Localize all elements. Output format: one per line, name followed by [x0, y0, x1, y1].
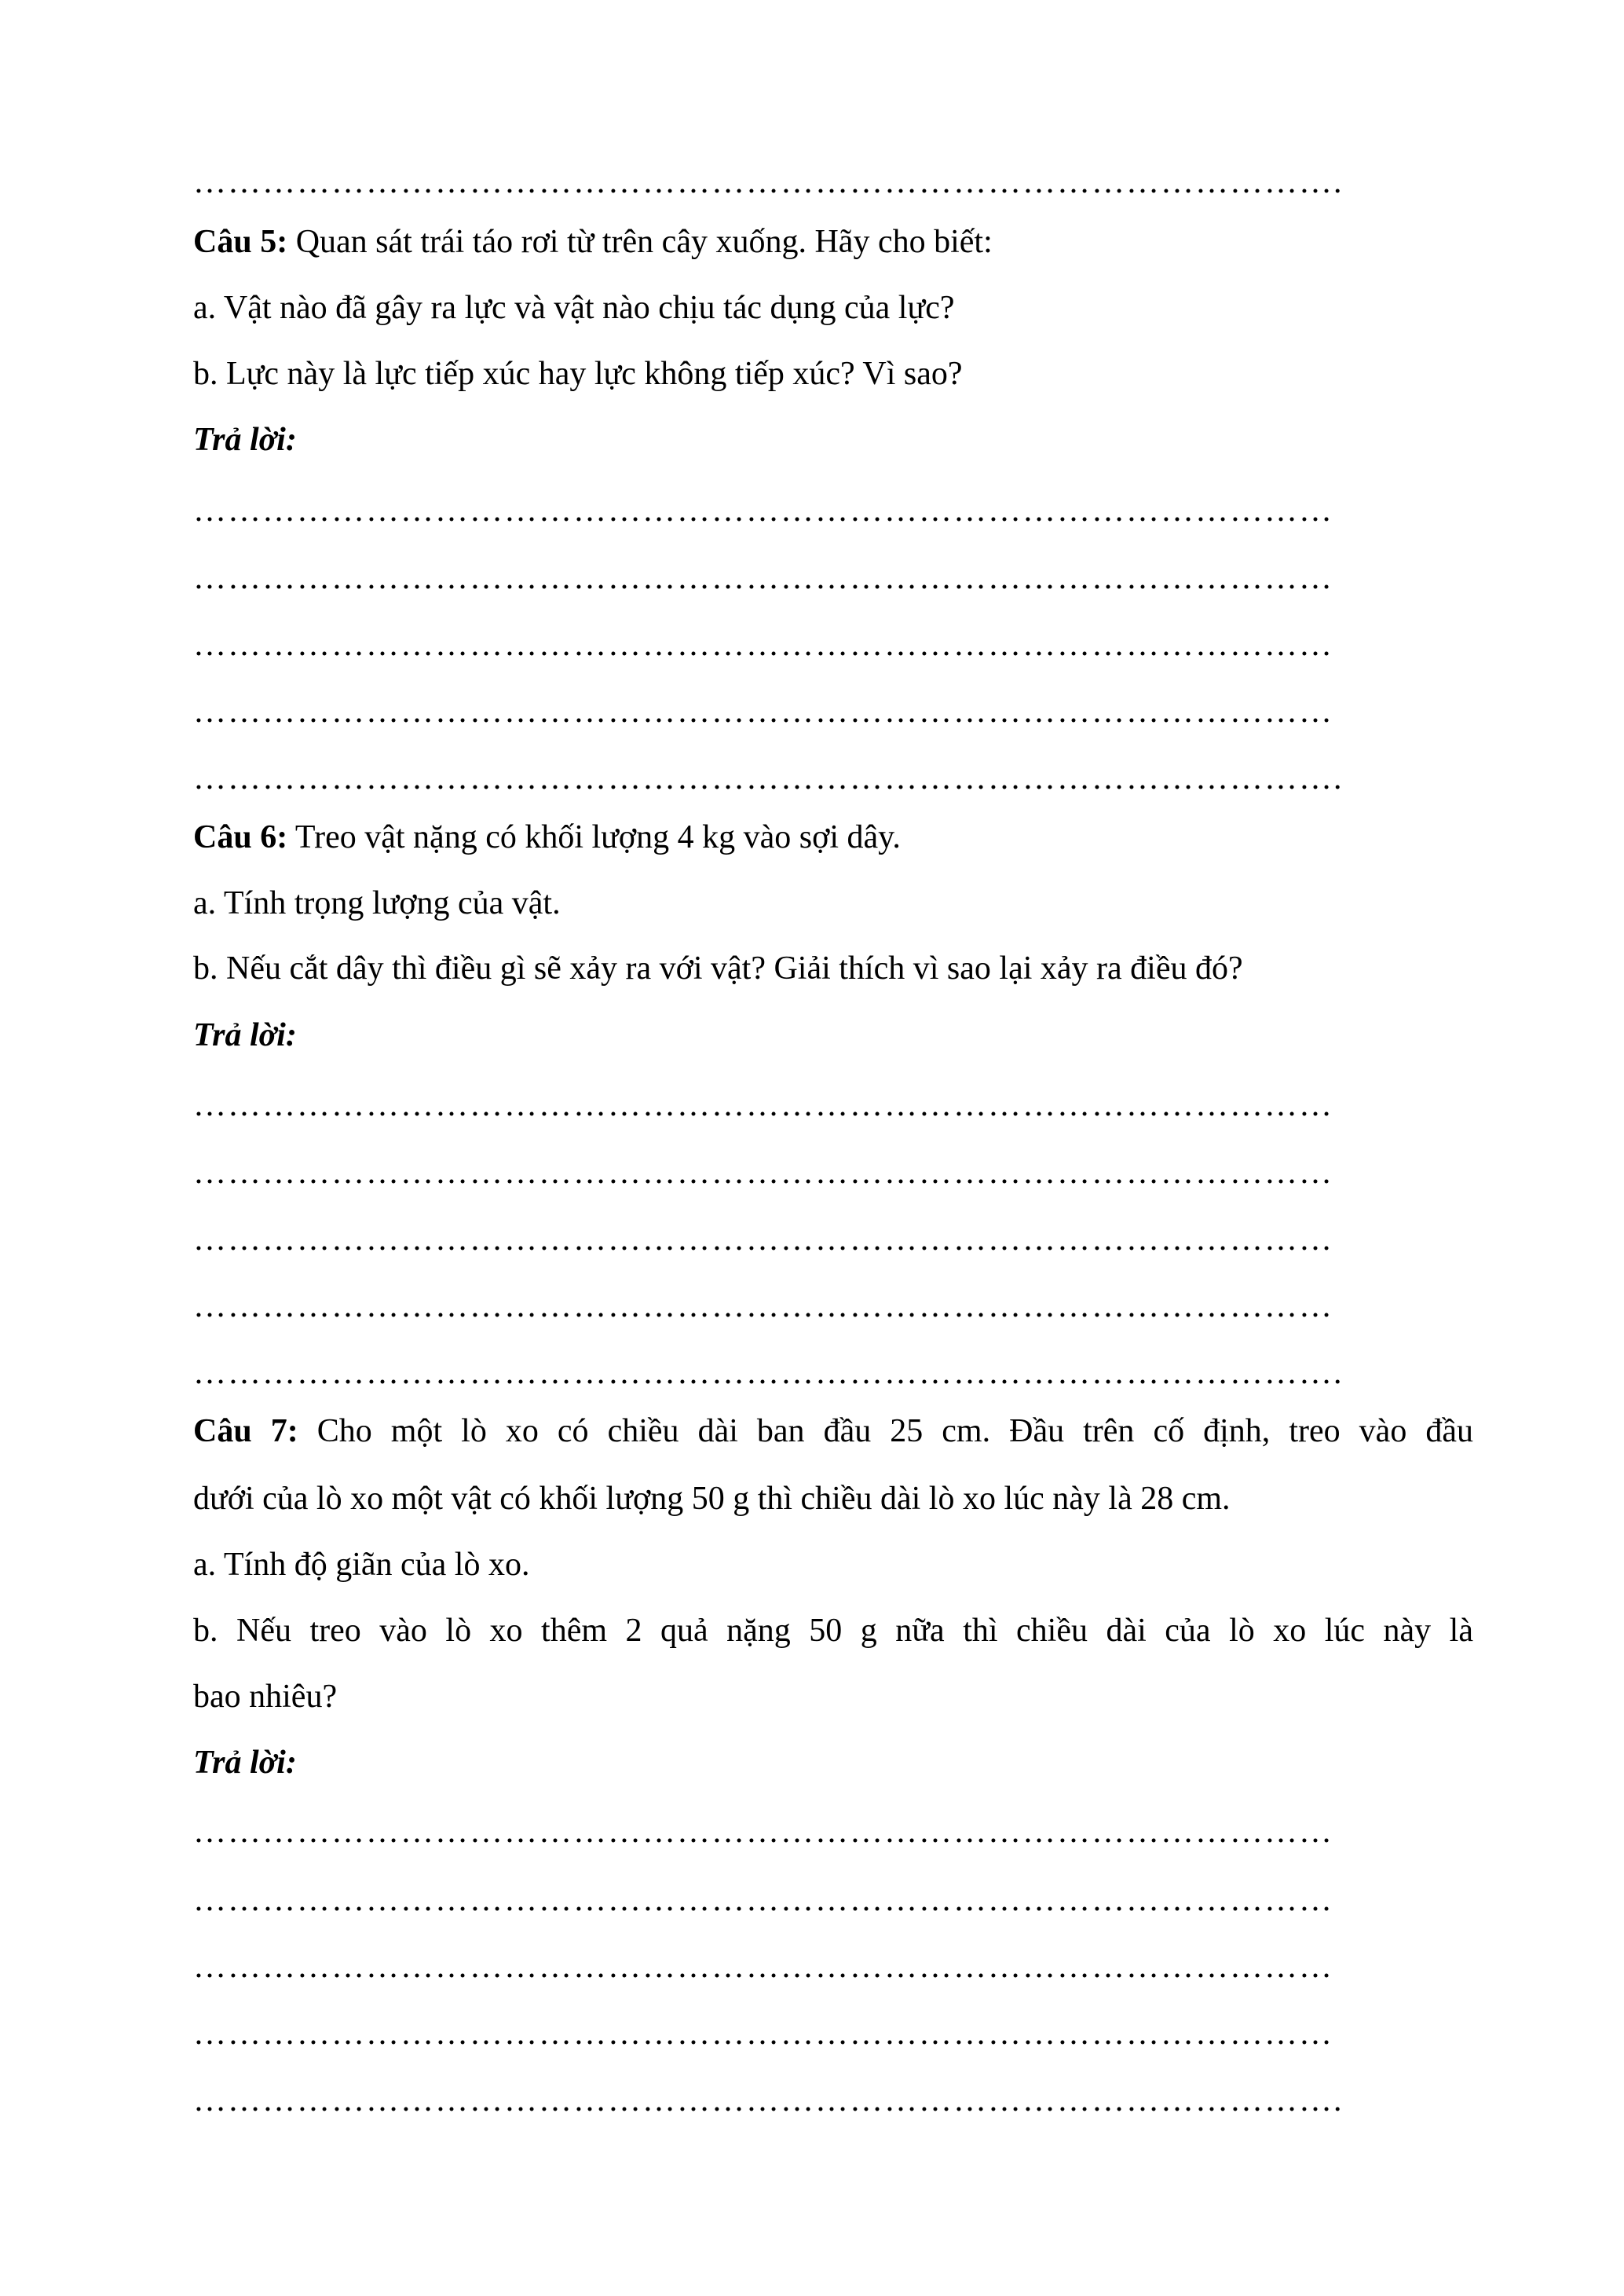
answer-dot-line: ………………………………………………………………………………………: [193, 1949, 1333, 1985]
question-7-text-line-1: Cho một lò xo có chiều dài ban đầu 25 cm. Đầu trên cố định, treo vào đầu: [298, 1413, 1473, 1449]
answer-dot-line: ………………………………………………………………………………………: [193, 1288, 1333, 1324]
question-6-part-b: b. Nếu cắt dây thì điều gì sẽ xảy ra với vật? Giải thích vì sao lại xảy ra điều đó?: [193, 950, 1243, 987]
question-7-label: Câu 7:: [193, 1413, 298, 1449]
question-5-part-b: b. Lực này là lực tiếp xúc hay lực không tiếp xúc? Vì sao?: [193, 356, 963, 392]
answer-dot-line: ………………………………………………………………………………………: [193, 1155, 1333, 1191]
question-7-part-a: a. Tính độ giãn của lò xo.: [193, 1547, 530, 1583]
question-7-part-b-line-1: b. Nếu treo vào lò xo thêm 2 quả nặng 50 g nữa thì chiều dài của lò xo lúc này là: [193, 1613, 1473, 1649]
question-5-part-a: a. Vật nào đã gây ra lực và vật nào chịu tác dụng của lực?: [193, 290, 955, 326]
question-6: [193, 814, 1473, 861]
answer-dot-line: ………………………………………………………………………………………: [193, 694, 1333, 730]
question-6-part-a: a. Tính trọng lượng của vật.: [193, 885, 561, 921]
question-5-text: Quan sát trái táo rơi từ trên cây xuống. Hãy cho biết:: [287, 224, 993, 260]
answer-dot-line: ………………………………………………………………………………………: [193, 627, 1333, 663]
question-7-text-line-2: dưới của lò xo một vật có khối lượng 50 g thì chiều dài lò xo lúc này là 28 cm.: [193, 1481, 1231, 1517]
answer-dot-line: ……………………………………………………………………………………….: [193, 164, 1344, 200]
question-6-label: Câu 6:: [193, 819, 288, 855]
answer-dot-line: ………………………………………………………………………………………: [193, 2016, 1333, 2052]
question-7-answer-label: Trả lời:: [193, 1745, 297, 1781]
answer-dot-line: ……………………………………………………………………………………….: [193, 2082, 1344, 2118]
answer-dot-line: ………………………………………………………………………………………: [193, 1814, 1333, 1850]
answer-dot-line: ………………………………………………………………………………………: [193, 560, 1333, 596]
answer-dot-line: ……………………………………………………………………………………….: [193, 1355, 1344, 1391]
question-6-text: Treo vật nặng có khối lượng 4 kg vào sợi dây.: [287, 819, 901, 855]
question-5-label: Câu 5:: [193, 224, 288, 260]
answer-dot-line: ………………………………………………………………………………………: [193, 493, 1333, 529]
question-5-answer-label: Trả lời:: [193, 422, 297, 458]
question-5: [193, 218, 1473, 265]
answer-dot-line: ………………………………………………………………………………………: [193, 1882, 1333, 1918]
question-7: [193, 1408, 1473, 1455]
answer-dot-line: ………………………………………………………………………………………: [193, 1087, 1333, 1123]
answer-dot-line: ……………………………………………………………………………………….: [193, 760, 1344, 796]
question-7-part-b-line-2: bao nhiêu?: [193, 1679, 338, 1715]
answer-dot-line: ………………………………………………………………………………………: [193, 1221, 1333, 1258]
question-6-answer-label: Trả lời:: [193, 1017, 297, 1053]
